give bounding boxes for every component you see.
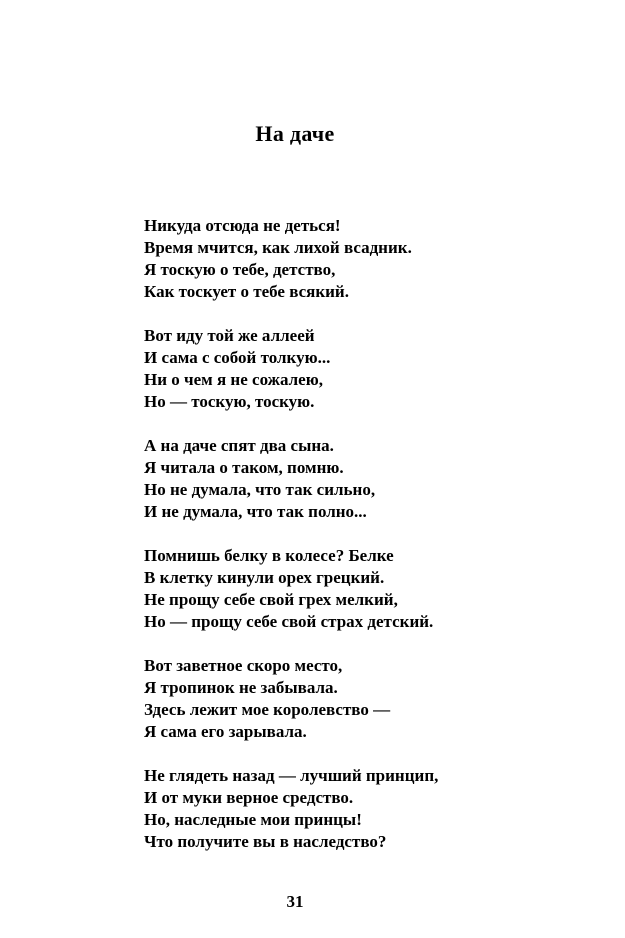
poem-line: И сама с собой толкую... (144, 348, 331, 367)
poem-line: А на даче спят два сына. (144, 436, 334, 455)
poem-line: В клетку кинули орех грецкий. (144, 568, 385, 587)
stanza-2 (144, 325, 604, 413)
poem-line: Как тоскует о тебе всякий. (144, 282, 349, 301)
poem-line: Время мчится, как лихой всадник. (144, 238, 412, 257)
poem-line: Вот иду той же аллеей (144, 326, 315, 345)
poem-line: Я тропинок не забывала. (144, 678, 338, 697)
stanza-4 (144, 545, 604, 633)
poem-line: Никуда отсюда не деться! (144, 216, 341, 235)
poem-line: Ни о чем я не сожалею, (144, 370, 323, 389)
poem-line: Но — тоскую, тоскую. (144, 392, 315, 411)
stanza-1 (144, 215, 604, 303)
poem-line: Я тоскую о тебе, детство, (144, 260, 336, 279)
poem-line: Но — прощу себе свой страх детский. (144, 612, 434, 631)
poem-line: Помнишь белку в колесе? Белке (144, 546, 394, 565)
stanza-6 (144, 765, 604, 853)
poem-line: Но не думала, что так сильно, (144, 480, 376, 499)
poem-line: Я сама его зарывала. (144, 722, 307, 741)
poem-line: Что получите вы в наследство? (144, 832, 387, 851)
page-number: 31 (286, 892, 304, 911)
poem-line: Я читала о таком, помню. (144, 458, 344, 477)
poem-line: Не глядеть назад — лучший принцип, (144, 766, 439, 785)
stanza-3 (144, 435, 604, 523)
stanza-5 (144, 655, 604, 743)
poem-line: И от муки верное средство. (144, 788, 354, 807)
poem-body (144, 215, 604, 875)
poem-title: На даче (255, 121, 335, 146)
poem-line: И не думала, что так полно... (144, 502, 367, 521)
poem-line: Но, наследные мои принцы! (144, 810, 362, 829)
poem-line: Не прощу себе свой грех мелкий, (144, 590, 398, 609)
poem-line: Здесь лежит мое королевство — (144, 700, 391, 719)
poem-line: Вот заветное скоро место, (144, 656, 343, 675)
